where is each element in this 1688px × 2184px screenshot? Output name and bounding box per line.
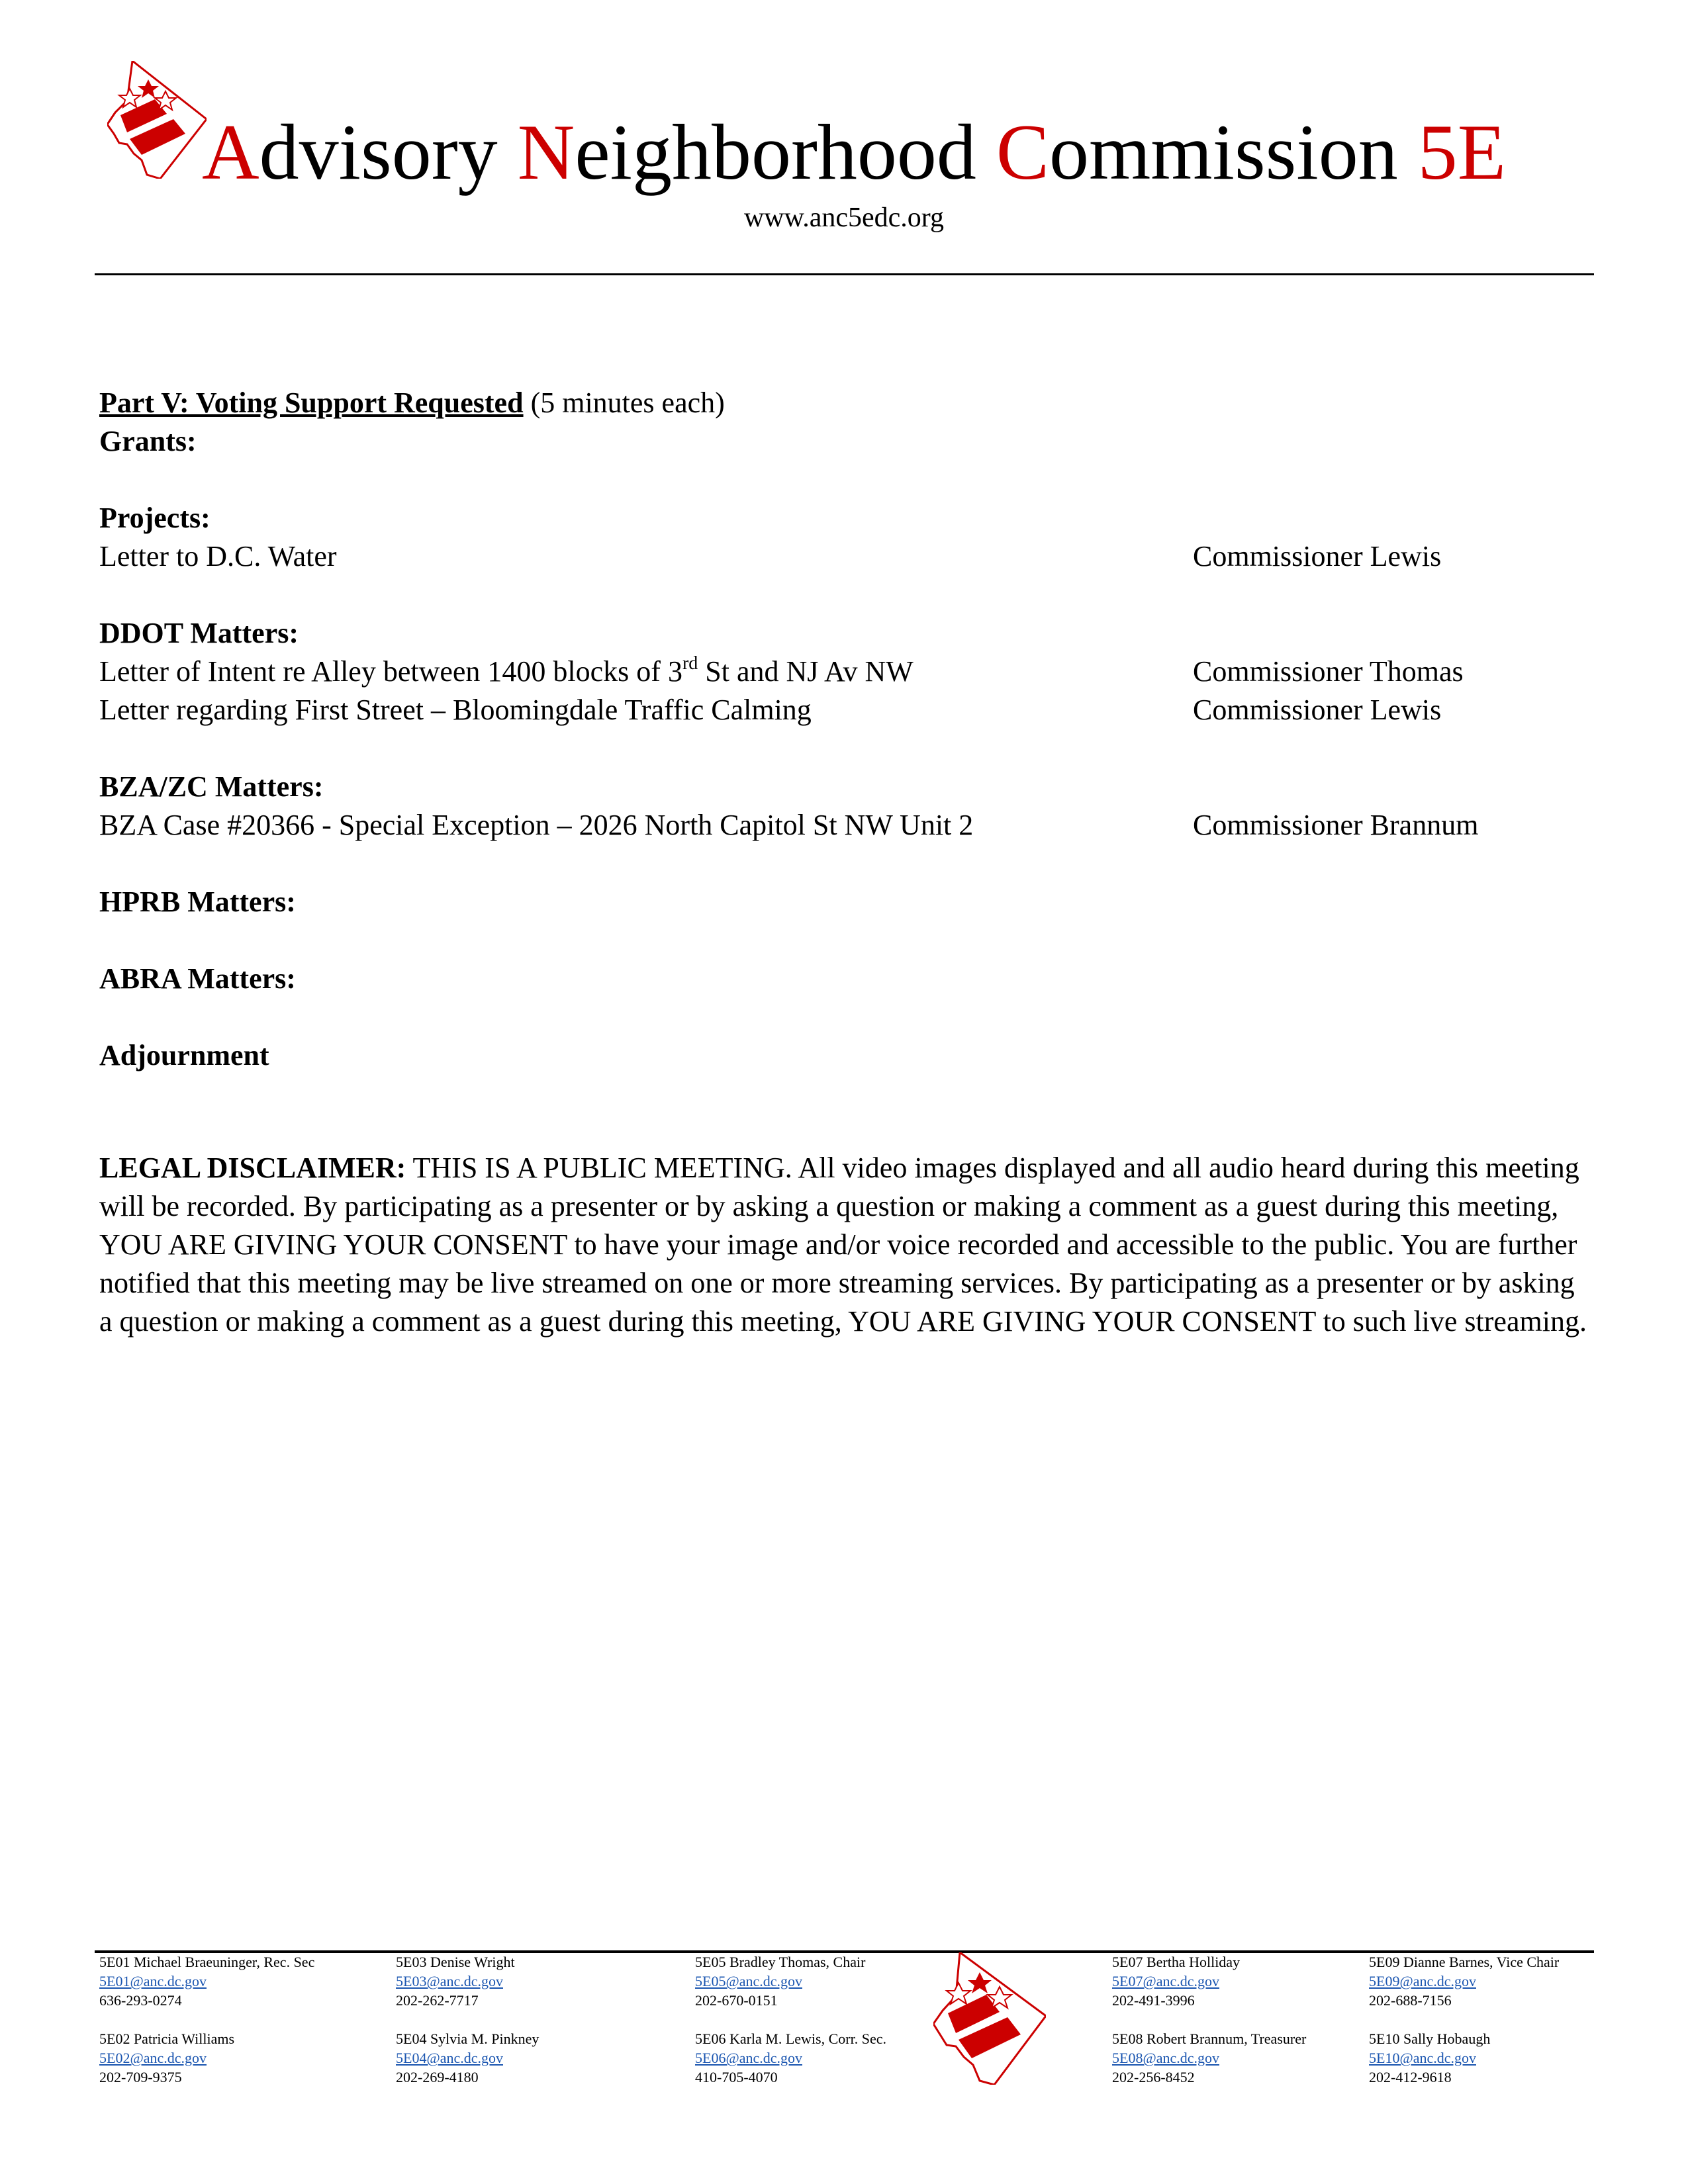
commissioner-email-link[interactable]: 5E05@anc.dc.gov xyxy=(695,1973,802,1989)
part-heading-line xyxy=(99,384,1595,422)
commissioner-email-link[interactable]: 5E02@anc.dc.gov xyxy=(99,2050,207,2066)
commissioner-email-link[interactable]: 5E01@anc.dc.gov xyxy=(99,1973,207,1989)
title-word-advisory: dvisory xyxy=(259,108,518,196)
commissioner-email-link[interactable]: 5E06@anc.dc.gov xyxy=(695,2050,802,2066)
bza-heading: BZA/ZC Matters: xyxy=(99,770,324,803)
commissioner-phone: 636-293-0274 xyxy=(99,1992,182,2009)
abra-heading: ABRA Matters: xyxy=(99,962,296,995)
disclaimer-label: LEGAL DISCLAIMER: xyxy=(99,1152,406,1184)
title-letter-c: C xyxy=(996,108,1049,196)
title-letter-a: A xyxy=(202,108,259,196)
item-title: BZA Case #20366 - Special Exception – 2026 North Capitol St NW Unit 2 xyxy=(99,809,974,841)
commissioner-name: 5E10 Sally Hobaugh xyxy=(1369,2030,1491,2047)
commissioner-phone: 202-256-8452 xyxy=(1112,2069,1195,2085)
footer-column-4 xyxy=(1112,1952,1306,2087)
dc-flag-map-footer-logo xyxy=(933,1952,1046,2085)
title-word-commission: ommission xyxy=(1049,108,1418,196)
disclaimer-text: THIS IS A PUBLIC MEETING. All video images displayed and all audio heard during this meeting will be recorded. By participating as a presenter or by asking a question or making a comment as a guest during this meeting, YOU ARE GIVING YOUR CONSENT to have your image and/or voice recorded and accessible to the public. You are further notified that this meeting may be live streamed on one or more streaming services. By participating as a presenter or by asking a question or making a comment as a guest during this meeting, YOU ARE GIVING YOUR CONSENT to such live streaming. xyxy=(99,1152,1587,1338)
agenda-item xyxy=(99,653,1595,691)
commissioner-name: 5E07 Bertha Holliday xyxy=(1112,1954,1241,1970)
commissioner-name: 5E09 Dianne Barnes, Vice Chair xyxy=(1369,1954,1560,1970)
commissioner-phone: 202-491-3996 xyxy=(1112,1992,1195,2009)
commissioner-name: 5E06 Karla M. Lewis, Corr. Sec. xyxy=(695,2030,886,2047)
commissioner-phone: 202-262-7717 xyxy=(396,1992,479,2009)
projects-heading: Projects: xyxy=(99,502,211,534)
item-title: Letter regarding First Street – Bloomingdale Traffic Calming xyxy=(99,694,812,726)
agenda xyxy=(99,384,1595,1075)
item-presenter: Commissioner Lewis xyxy=(1193,694,1442,726)
adjournment-heading: Adjournment xyxy=(99,1039,269,1071)
agenda-item xyxy=(99,691,1595,729)
item-title: Letter of Intent re Alley between 1400 blocks of 3rd St and NJ Av NW xyxy=(99,653,914,688)
part-note: (5 minutes each) xyxy=(523,387,725,419)
item-presenter: Commissioner Thomas xyxy=(1193,655,1464,688)
commissioner-email-link[interactable]: 5E10@anc.dc.gov xyxy=(1369,2050,1476,2066)
commissioner-phone: 202-412-9618 xyxy=(1369,2069,1452,2085)
commissioner-name: 5E04 Sylvia M. Pinkney xyxy=(396,2030,539,2047)
grants-heading: Grants: xyxy=(99,425,197,457)
agenda-item xyxy=(99,806,1595,844)
commissioner-name: 5E02 Patricia Williams xyxy=(99,2030,235,2047)
item-title: Letter to D.C. Water xyxy=(99,540,337,572)
website-link[interactable]: www.anc5edc.org xyxy=(743,203,945,233)
commissioner-phone: 410-705-4070 xyxy=(695,2069,778,2085)
commissioner-name: 5E08 Robert Brannum, Treasurer xyxy=(1112,2030,1307,2047)
commissioner-email-link[interactable]: 5E03@anc.dc.gov xyxy=(396,1973,503,1989)
commissioner-phone: 202-269-4180 xyxy=(396,2069,479,2085)
legal-disclaimer xyxy=(99,1149,1589,1341)
item-presenter: Commissioner Lewis xyxy=(1193,540,1442,572)
commissioner-email-link[interactable]: 5E08@anc.dc.gov xyxy=(1112,2050,1219,2066)
title-word-neighborhood: eighborhood xyxy=(575,108,996,196)
commissioner-name: 5E05 Bradley Thomas, Chair xyxy=(695,1954,866,1970)
commissioner-name: 5E01 Michael Braeuninger, Rec. Sec xyxy=(99,1954,315,1970)
header-divider xyxy=(95,273,1594,275)
title-number: 5E xyxy=(1417,108,1507,196)
footer-column-5 xyxy=(1369,1952,1559,2087)
commissioner-email-link[interactable]: 5E09@anc.dc.gov xyxy=(1369,1973,1476,1989)
title-letter-n: N xyxy=(517,108,575,196)
agenda-item xyxy=(99,537,1595,576)
hprb-heading: HPRB Matters: xyxy=(99,886,296,918)
commissioner-name: 5E03 Denise Wright xyxy=(396,1954,515,1970)
commissioner-email-link[interactable]: 5E04@anc.dc.gov xyxy=(396,2050,503,2066)
footer-column-1 xyxy=(99,1952,314,2087)
commissioner-phone: 202-688-7156 xyxy=(1369,1992,1452,2009)
commissioner-phone: 202-709-9375 xyxy=(99,2069,182,2085)
dc-flag-map-logo xyxy=(107,61,207,179)
part-heading: Part V: Voting Support Requested xyxy=(99,387,524,419)
footer-column-2 xyxy=(396,1952,539,2087)
commissioner-email-link[interactable]: 5E07@anc.dc.gov xyxy=(1112,1973,1219,1989)
commissioner-phone: 202-670-0151 xyxy=(695,1992,778,2009)
ddot-heading: DDOT Matters: xyxy=(99,617,299,649)
item-presenter: Commissioner Brannum xyxy=(1193,809,1479,841)
footer-column-3 xyxy=(695,1952,886,2087)
page-title xyxy=(202,108,1507,196)
